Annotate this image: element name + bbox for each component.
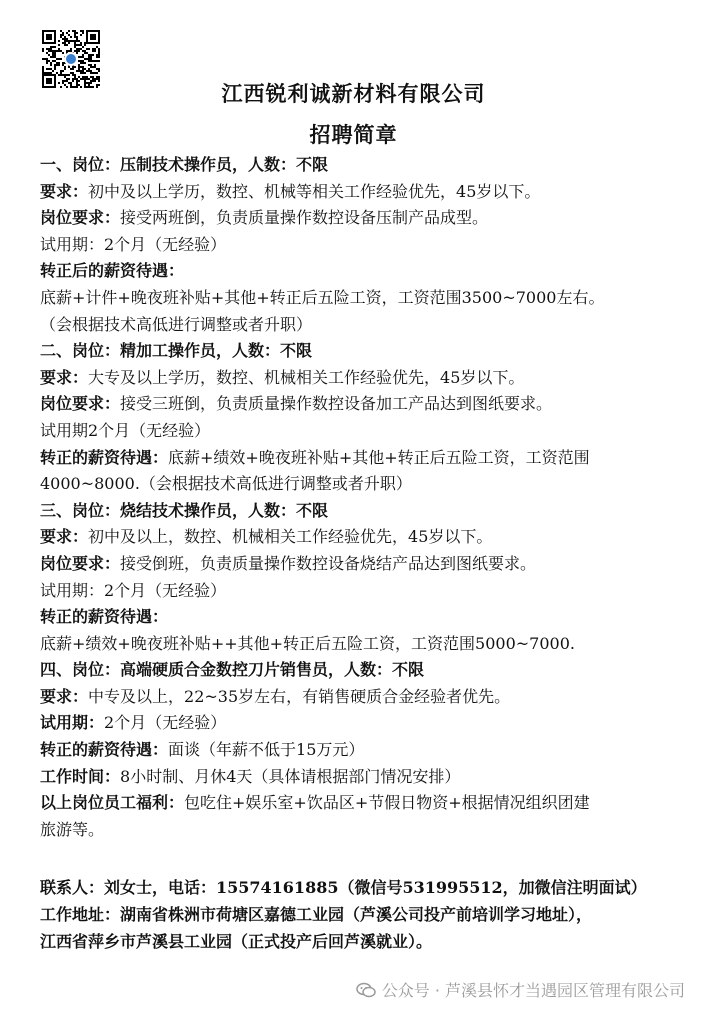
- trial-line: [40, 710, 670, 737]
- qr-module: [84, 72, 86, 74]
- qr-module: [62, 70, 64, 72]
- qr-module: [68, 50, 70, 52]
- requirement-text: 初中及以上学历，数控、机械等相关工作经验优先，45岁以下。: [88, 181, 541, 201]
- qr-module: [76, 44, 78, 46]
- qr-module: [54, 66, 56, 68]
- qr-module: [44, 58, 46, 60]
- qr-module: [46, 58, 48, 60]
- qr-module: [98, 50, 100, 52]
- wechat-icon: [356, 982, 376, 998]
- qr-module: [72, 30, 74, 32]
- qr-module: [56, 62, 58, 64]
- trial-period: 试用期2个月（无经验）: [40, 420, 211, 440]
- qr-module: [78, 48, 80, 50]
- qr-module: [58, 62, 60, 64]
- qr-module: [88, 58, 90, 60]
- trial-period: 试用期：2个月（无经验）: [40, 234, 227, 254]
- qr-module: [86, 70, 88, 72]
- qr-module: [88, 64, 90, 66]
- qr-module: [74, 36, 76, 38]
- duty-text: 接受倒班，负责质量操作数控设备烧结产品达到图纸要求。: [120, 553, 537, 573]
- qr-module: [50, 56, 52, 58]
- qr-module: [88, 60, 90, 62]
- welfare-line: [40, 790, 670, 817]
- qr-module: [98, 68, 100, 70]
- qr-module: [70, 36, 72, 38]
- qr-module: [64, 44, 66, 46]
- qr-module: [50, 46, 52, 48]
- qr-module: [78, 44, 80, 46]
- qr-module: [98, 54, 100, 56]
- qr-module: [82, 50, 84, 52]
- qr-module: [62, 38, 64, 40]
- qr-module: [58, 50, 60, 52]
- qr-module: [78, 56, 80, 58]
- qr-module: [66, 44, 68, 46]
- qr-module: [68, 74, 70, 76]
- qr-module: [98, 56, 100, 58]
- duty-line: [40, 205, 670, 232]
- qr-module: [80, 70, 82, 72]
- qr-module: [64, 40, 66, 42]
- qr-module: [58, 40, 60, 42]
- qr-module: [80, 44, 82, 46]
- qr-module: [80, 62, 82, 64]
- qr-module: [54, 50, 56, 52]
- salary-text: 底薪+绩效+晚夜班补贴++其他+转正后五险工资，工资范围5000~7000.: [40, 633, 575, 653]
- qr-module: [78, 70, 80, 72]
- qr-module: [68, 34, 70, 36]
- qr-module: [90, 66, 92, 68]
- qr-module: [66, 74, 68, 76]
- qr-module: [90, 72, 92, 74]
- duty-label: 岗位要求：: [40, 394, 121, 414]
- qr-module: [50, 68, 52, 70]
- qr-module: [50, 62, 52, 64]
- qr-module: [56, 64, 58, 66]
- qr-module: [84, 52, 86, 54]
- qr-module: [52, 46, 54, 48]
- requirement-label: 要求：: [40, 367, 89, 387]
- qr-module: [74, 32, 76, 34]
- requirement-text: 大专及以上学历，数控、机械相关工作经验优先，45岁以下。: [88, 367, 525, 387]
- qr-module: [96, 56, 98, 58]
- qr-module: [58, 58, 60, 60]
- qr-module: [74, 50, 76, 52]
- salary-label: 转正的薪资待遇：: [40, 447, 169, 467]
- qr-module: [92, 54, 94, 56]
- qr-module: [64, 68, 66, 70]
- qr-module: [86, 58, 88, 60]
- qr-module: [74, 40, 76, 42]
- qr-module: [72, 40, 74, 42]
- qr-module: [88, 68, 90, 70]
- qr-module: [94, 48, 96, 50]
- qr-module: [46, 60, 48, 62]
- qr-module: [62, 64, 64, 66]
- qr-module: [80, 56, 82, 58]
- qr-module: [82, 32, 84, 34]
- qr-module: [58, 74, 60, 76]
- qr-module: [92, 66, 94, 68]
- qr-module: [42, 70, 44, 72]
- trial-value: 2个月（无经验）: [104, 713, 227, 733]
- requirement-line: [40, 524, 670, 551]
- qr-module: [76, 52, 78, 54]
- qr-module: [70, 50, 72, 52]
- qr-module: [78, 50, 80, 52]
- qr-module: [58, 44, 60, 46]
- trial-period: 试用期：2个月（无经验）: [40, 580, 227, 600]
- qr-module: [56, 50, 58, 52]
- salary-note: 4000~8000.（会根据技术高低进行调整或者升职）: [40, 474, 412, 494]
- qr-module: [76, 36, 78, 38]
- qr-module: [90, 64, 92, 66]
- duty-line: [40, 391, 670, 418]
- qr-module: [48, 50, 50, 52]
- qr-module: [68, 66, 70, 68]
- watermark-text: 公众号 · 芦溪县怀才当遇园区管理有限公司: [381, 981, 685, 1000]
- qr-module: [74, 34, 76, 36]
- salary-line: [40, 445, 670, 472]
- qr-module: [68, 42, 70, 44]
- qr-module: [42, 48, 44, 50]
- qr-module: [82, 46, 84, 48]
- qr-module: [42, 66, 44, 68]
- work-address: 工作地址：湖南省株洲市荷塘区嘉德工业园（芦溪公司投产前培训学习地址），: [40, 905, 593, 925]
- qr-module: [84, 62, 86, 64]
- qr-module: [52, 60, 54, 62]
- work-address-2: 江西省萍乡市芦溪县工业园（正式投产后回芦溪就业）。: [40, 931, 433, 951]
- trial-label: 试用期：: [40, 713, 105, 733]
- qr-module: [46, 62, 48, 64]
- requirement-text: 中专及以上，22~35岁左右，有销售硬质合金经验者优先。: [88, 686, 511, 706]
- requirement-text: 初中及以上，数控、机械相关工作经验优先，45岁以下。: [88, 527, 493, 547]
- qr-module: [58, 48, 60, 50]
- qr-module: [98, 70, 100, 72]
- qr-module: [62, 42, 64, 44]
- qr-module: [72, 74, 74, 76]
- qr-module: [50, 64, 52, 66]
- qr-module: [48, 72, 50, 74]
- qr-module: [66, 40, 68, 42]
- qr-module: [96, 68, 98, 70]
- qr-module: [60, 34, 62, 36]
- qr-module: [66, 32, 68, 34]
- salary-value: 面谈（年薪不低于15万元）: [168, 740, 365, 760]
- duty-label: 岗位要求：: [40, 553, 121, 573]
- position-heading: 一、岗位：压制技术操作员，人数：不限: [40, 155, 329, 174]
- salary-label: 转正后的薪资待遇：: [40, 261, 185, 281]
- qr-module: [90, 56, 92, 58]
- work-time-text: 8小时制、月休4天（具体请根据部门情况安排）: [120, 766, 461, 786]
- qr-module: [60, 58, 62, 60]
- spacer: [40, 843, 670, 875]
- welfare-text-cont: 旅游等。: [40, 819, 105, 839]
- qr-module: [48, 54, 50, 56]
- qr-module: [50, 50, 52, 52]
- requirement-label: 要求：: [40, 686, 89, 706]
- qr-module: [76, 40, 78, 42]
- qr-module: [82, 70, 84, 72]
- qr-module: [62, 32, 64, 34]
- qr-module: [54, 54, 56, 56]
- qr-module: [52, 70, 54, 72]
- job-posting-body: [40, 152, 670, 955]
- qr-module: [98, 60, 100, 62]
- qr-module: [48, 48, 50, 50]
- qr-module: [52, 56, 54, 58]
- qr-module: [92, 48, 94, 50]
- qr-module: [82, 72, 84, 74]
- salary-text: 底薪+绩效+晚夜班补贴+其他+转正后五险工资，工资范围: [168, 447, 590, 467]
- requirement-line: [40, 365, 670, 392]
- qr-module: [96, 54, 98, 56]
- qr-module: [94, 66, 96, 68]
- qr-module: [46, 72, 48, 74]
- work-time-label: 工作时间：: [40, 766, 121, 786]
- qr-module: [52, 54, 54, 56]
- qr-module: [90, 60, 92, 62]
- qr-module: [52, 52, 54, 54]
- qr-module: [80, 30, 82, 32]
- qr-module: [56, 72, 58, 74]
- qr-module: [94, 50, 96, 52]
- duty-line: [40, 551, 670, 578]
- qr-module: [42, 50, 44, 52]
- position-heading: 二、岗位：精加工操作员，人数：不限: [40, 341, 313, 361]
- qr-module: [78, 40, 80, 42]
- qr-module: [86, 48, 88, 50]
- qr-module: [82, 68, 84, 70]
- qr-module: [78, 64, 80, 66]
- position-heading: 四、岗位：高端硬质合金数控刀片销售员，人数：不限: [40, 660, 425, 680]
- qr-module: [48, 68, 50, 70]
- qr-module: [42, 68, 44, 70]
- wechat-watermark: [356, 978, 685, 1001]
- qr-module: [74, 66, 76, 68]
- qr-module: [98, 48, 100, 50]
- qr-module: [48, 60, 50, 62]
- qr-module: [60, 30, 62, 32]
- qr-module: [94, 60, 96, 62]
- qr-module: [80, 72, 82, 74]
- qr-module: [84, 50, 86, 52]
- qr-module: [46, 52, 48, 54]
- qr-module: [78, 60, 80, 62]
- qr-module: [90, 58, 92, 60]
- qr-module: [68, 30, 70, 32]
- qr-module: [82, 60, 84, 62]
- contact-info: 联系人：刘女士，电话：15574161885（微信号531995512，加微信注明面试）: [40, 878, 647, 898]
- qr-module: [84, 42, 86, 44]
- position-heading: 三、岗位：烧结技术操作员，人数：不限: [40, 500, 329, 520]
- qr-module: [64, 36, 66, 38]
- qr-module: [74, 44, 76, 46]
- qr-module: [76, 48, 78, 50]
- qr-module: [50, 72, 52, 74]
- qr-module: [82, 30, 84, 32]
- qr-module: [80, 66, 82, 68]
- qr-module: [64, 74, 66, 76]
- qr-module: [92, 72, 94, 74]
- qr-module: [74, 74, 76, 76]
- qr-module: [72, 68, 74, 70]
- qr-module: [58, 64, 60, 66]
- qr-module: [60, 70, 62, 72]
- qr-module: [80, 48, 82, 50]
- qr-module: [76, 50, 78, 52]
- qr-module: [82, 56, 84, 58]
- qr-module: [82, 66, 84, 68]
- duty-text: 接受三班倒，负责质量操作数控设备加工产品达到图纸要求。: [120, 394, 553, 414]
- qr-module: [62, 74, 64, 76]
- company-title: 江西锐利诚新材料有限公司: [221, 81, 486, 106]
- qr-module: [70, 48, 72, 50]
- duty-text: 接受两班倒，负责质量操作数控设备压制产品成型。: [120, 208, 489, 228]
- qr-module: [74, 42, 76, 44]
- qr-module: [86, 52, 88, 54]
- qr-module: [88, 56, 90, 58]
- salary-text: 底薪+计件+晚夜班补贴+其他+转正后五险工资，工资范围3500~7000左右。: [40, 287, 605, 307]
- requirement-line: [40, 179, 670, 206]
- qr-module: [94, 64, 96, 66]
- welfare-label: 以上岗位员工福利：: [40, 793, 185, 813]
- qr-module: [92, 60, 94, 62]
- document-title: 招聘简章: [309, 122, 398, 147]
- qr-module: [54, 64, 56, 66]
- qr-module: [56, 58, 58, 60]
- salary-label: 转正的薪资待遇：: [40, 607, 169, 627]
- qr-module: [72, 72, 74, 74]
- qr-module: [82, 54, 84, 56]
- salary-note: （会根据技术高低进行调整或者升职）: [40, 314, 313, 334]
- qr-module: [76, 38, 78, 40]
- qr-module: [94, 72, 96, 74]
- requirement-label: 要求：: [40, 181, 89, 201]
- qr-module: [96, 60, 98, 62]
- qr-module: [88, 48, 90, 50]
- qr-module: [78, 66, 80, 68]
- qr-module: [54, 52, 56, 54]
- qr-module: [88, 54, 90, 56]
- qr-module: [72, 66, 74, 68]
- qr-module: [52, 50, 54, 52]
- qr-module: [82, 62, 84, 64]
- qr-module: [84, 44, 86, 46]
- qr-module: [96, 46, 98, 48]
- qr-module: [98, 52, 100, 54]
- qr-module: [70, 68, 72, 70]
- qr-module: [80, 34, 82, 36]
- qr-module: [54, 46, 56, 48]
- qr-module: [70, 40, 72, 42]
- work-time-line: [40, 764, 670, 791]
- qr-module: [62, 34, 64, 36]
- qr-module: [62, 62, 64, 64]
- qr-module: [84, 58, 86, 60]
- qr-module: [96, 72, 98, 74]
- qr-module: [50, 48, 52, 50]
- qr-module: [42, 58, 44, 60]
- qr-module: [88, 70, 90, 72]
- qr-module: [60, 74, 62, 76]
- welfare-text: 包吃住+娱乐室+饮品区+节假日物资+根据情况组织团建: [184, 793, 590, 813]
- qr-module: [76, 70, 78, 72]
- qr-module: [64, 38, 66, 40]
- qr-module: [70, 72, 72, 74]
- qr-module: [90, 70, 92, 72]
- qr-module: [46, 68, 48, 70]
- qr-module: [42, 72, 44, 74]
- qr-module: [60, 36, 62, 38]
- qr-module: [92, 50, 94, 52]
- qr-module: [80, 42, 82, 44]
- qr-module: [84, 68, 86, 70]
- qr-module: [54, 60, 56, 62]
- qr-module: [66, 50, 68, 52]
- qr-module: [64, 66, 66, 68]
- qr-module: [54, 68, 56, 70]
- qr-module: [54, 56, 56, 58]
- requirement-line: [40, 684, 670, 711]
- qr-module: [74, 46, 76, 48]
- qr-module: [68, 40, 70, 42]
- qr-module: [78, 68, 80, 70]
- requirement-label: 要求：: [40, 527, 89, 547]
- qr-module: [62, 52, 64, 54]
- qr-module: [60, 72, 62, 74]
- qr-module: [90, 54, 92, 56]
- qr-module: [60, 50, 62, 52]
- qr-module: [46, 48, 48, 50]
- qr-module: [64, 42, 66, 44]
- salary-label: 转正的薪资待遇：: [40, 740, 169, 760]
- qr-module: [80, 60, 82, 62]
- qr-module: [74, 30, 76, 32]
- salary-line: [40, 737, 670, 764]
- qr-module: [44, 72, 46, 74]
- qr-module: [76, 32, 78, 34]
- qr-module: [66, 38, 68, 40]
- duty-label: 岗位要求：: [40, 208, 121, 228]
